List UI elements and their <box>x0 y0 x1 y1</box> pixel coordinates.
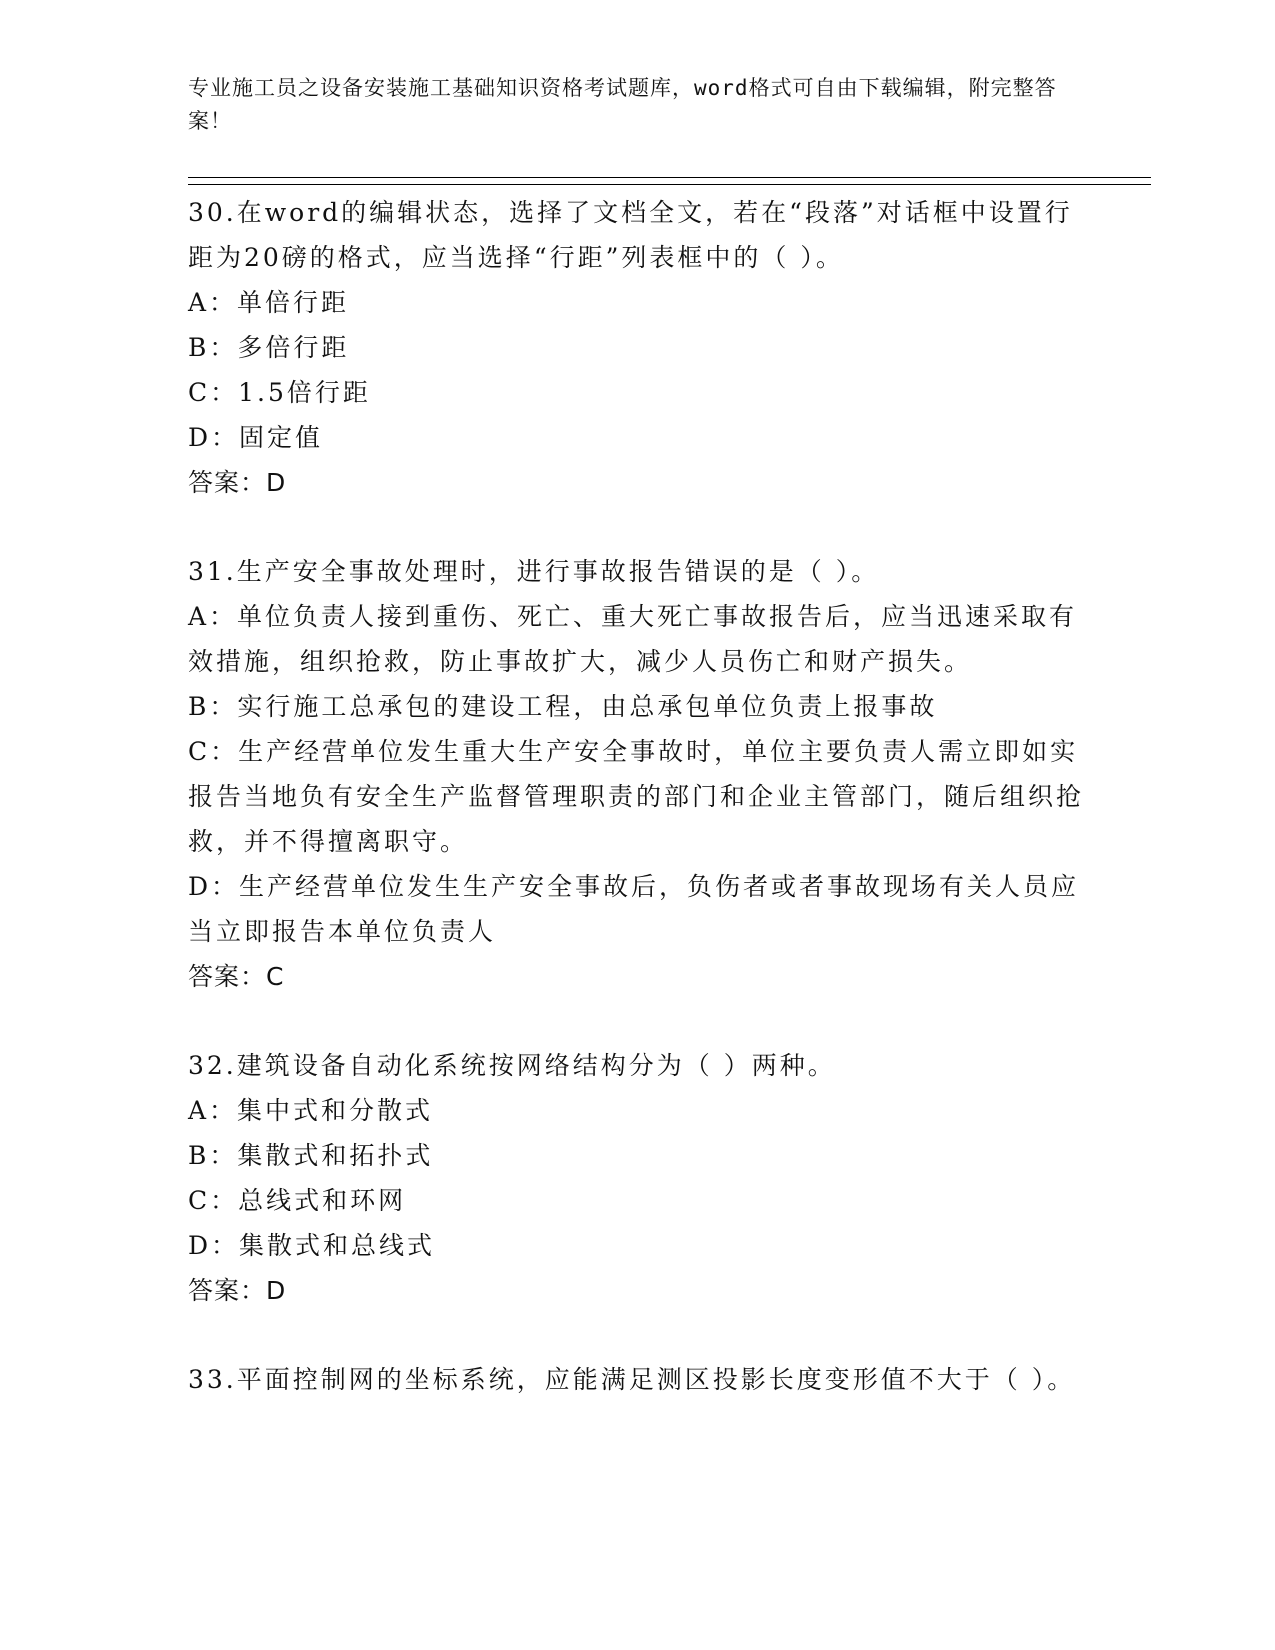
option-d: D：生产经营单位发生生产安全事故后，负伤者或者事故现场有关人员应当立即报告本单位负责人 <box>188 872 1080 946</box>
option-d: D：集散式和总线式 <box>188 1231 436 1260</box>
document-header: 专业施工员之设备安装施工基础知识资格考试题库，word格式可自由下载编辑，附完整答案！ <box>188 76 1057 133</box>
question-31 <box>188 549 1088 999</box>
question-stem: 33.平面控制网的坐标系统，应能满足测区投影长度变形值不大于（ ）。 <box>188 1365 1076 1394</box>
option-a: A：集中式和分散式 <box>188 1096 434 1125</box>
question-stem: 31.生产安全事故处理时，进行事故报告错误的是（ ）。 <box>188 557 880 586</box>
answer-line: 答案：C <box>188 962 285 991</box>
option-b: B：实行施工总承包的建设工程，由总承包单位负责上报事故 <box>188 692 938 721</box>
option-c: C：1.5倍行距 <box>188 378 371 407</box>
question-33 <box>188 1357 1088 1402</box>
question-list <box>188 190 1088 1446</box>
header-divider-bottom <box>188 184 1151 185</box>
question-30 <box>188 190 1088 505</box>
question-stem: 30.在word的编辑状态，选择了文档全文，若在“段落”对话框中设置行距为20磅的格式，应当选择“行距”列表框中的（ ）。 <box>188 198 1073 272</box>
question-stem: 32.建筑设备自动化系统按网络结构分为（ ）两种。 <box>188 1051 836 1080</box>
header-divider-top <box>188 177 1151 178</box>
option-a: A：单位负责人接到重伤、死亡、重大死亡事故报告后，应当迅速采取有效措施，组织抢救，防止事故扩大，减少人员伤亡和财产损失。 <box>188 602 1078 676</box>
option-c: C：生产经营单位发生重大生产安全事故时，单位主要负责人需立即如实报告当地负有安全生产监督管理职责的部门和企业主管部门，随后组织抢救，并不得擅离职守。 <box>188 737 1085 856</box>
option-a: A：单倍行距 <box>188 288 350 317</box>
option-c: C：总线式和环网 <box>188 1186 407 1215</box>
option-d: D：固定值 <box>188 423 324 452</box>
question-32 <box>188 1043 1088 1313</box>
option-b: B：集散式和拓扑式 <box>188 1141 434 1170</box>
answer-line: 答案：D <box>188 468 287 497</box>
option-b: B：多倍行距 <box>188 333 350 362</box>
answer-line: 答案：D <box>188 1276 287 1305</box>
